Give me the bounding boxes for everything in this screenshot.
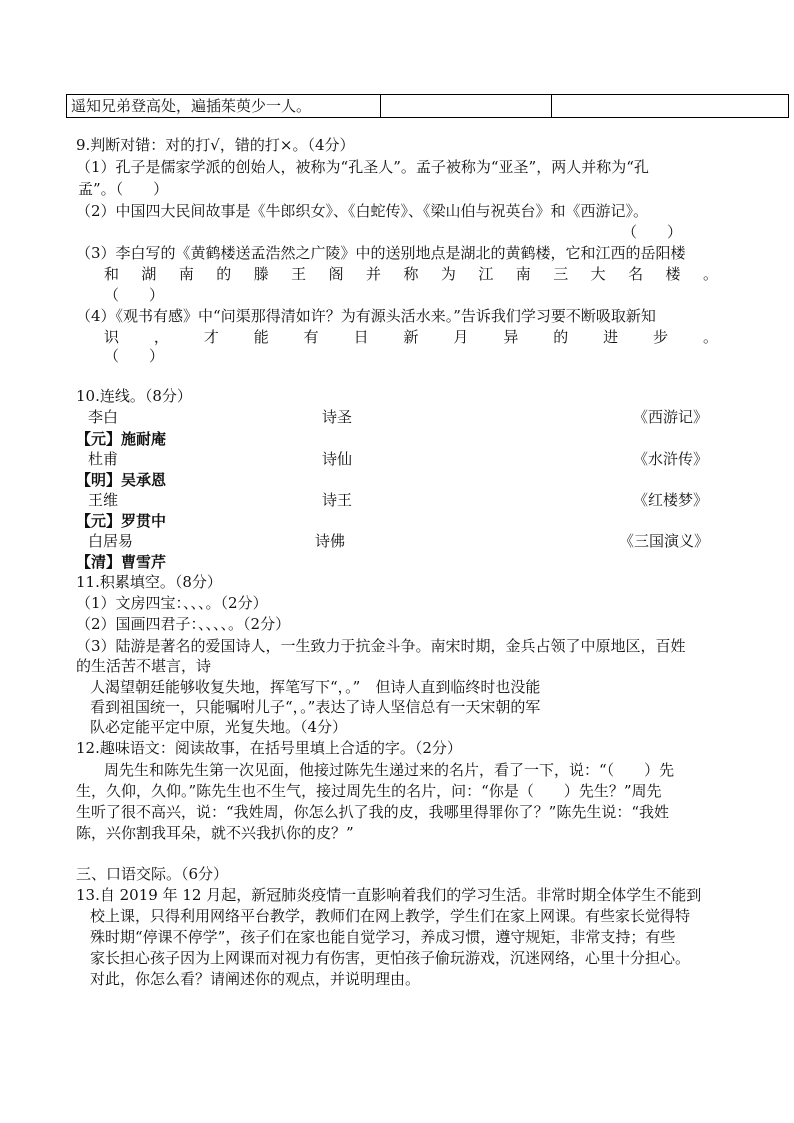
q11-item1: （1）文房四宝：、、、。（2分） [76,594,268,612]
table-cell [381,95,552,118]
q12-title: 12.趣味语文：阅读故事，在括号里填上合适的字。（2分） [76,739,462,757]
q9-item2-line2: （ ） [622,223,683,241]
q9-item2-line1: （2）中国四大民间故事是《牛郎织女》、《白蛇传》、《梁山伯与祝英台》和《西游记》。 [76,202,649,220]
q10-poet: 杜甫 [88,450,119,468]
q10-poet: 王维 [88,491,119,509]
q13-line1: 13.自 2019 年 12 月起，新冠肺炎疫情一直影响着我们的学习生活。非常时期全体学生不能到 [76,886,702,904]
q10-title: 10.连线。（8分） [76,387,192,405]
table-cell [552,95,789,118]
table-row [67,95,789,118]
q11-item3-line1: （3）陆游是著名的爱国诗人，一生致力于抗金斗争。南宋时期，金兵占领了中原地区，百姓 [76,637,686,655]
q10-book: 《三国演义》 [619,532,710,550]
q10-poet-title: 诗仙 [322,450,353,468]
q12-line3: 生听了很不高兴，说：“我姓周，你怎么扒了我的皮，我哪里得罪你了？”陈先生说：“我姓 [76,803,670,821]
q10-author: 【明】吴承恩 [76,471,167,489]
q10-author: 【元】罗贯中 [76,512,167,530]
q11-item3-line5: 队必定能平定中原，光复失地。（4分） [90,718,348,736]
q10-poet-title: 诗圣 [322,408,353,426]
section3-title: 三、口语交际。（6分） [76,865,229,883]
q13-line3: 殊时期“停课不停学”，孩子们在家也能自觉学习，养成习惯，遵守规矩，非常支持；有些 [90,928,676,946]
q9-title: 9.判断对错：对的打√，错的打×。（4分） [76,136,355,154]
q12-line1: 周先生和陈先生第一次见面，他接过陈先生递过来的名片，看了一下，说：“（ ）先 [104,761,675,779]
q13-line4: 家长担心孩子因为上网课而对视力有伤害，更怕孩子偷玩游戏，沉迷网络，心里十分担心。 [90,949,691,967]
q10-author: 【清】曹雪芹 [76,553,167,571]
q10-book: 《红楼梦》 [633,491,709,509]
q9-item3-line1: （3）李白写的《黄鹤楼送孟浩然之广陵》中的送别地点是湖北的黄鹤楼，它和江西的岳阳楼 [76,244,686,262]
q12-line2: 生，久仰，久仰。”陈先生也不生气，接过周先生的名片，问：“你是（ ）先生？”周先 [76,782,662,800]
poem-table [66,94,789,118]
q10-poet-title: 诗佛 [315,532,346,550]
q9-item3-line2: 和 湖 南 的 滕 王 阁 并 称 为 江 南 三 大 名 楼 。 [104,265,718,283]
q13-line5: 对此，你怎么看？请阐述你的观点，并说明理由。 [90,970,421,988]
q11-item2: （2）国画四君子：、、、、。（2分） [76,615,291,633]
q9-item4-line1: （4）《观书有感》中“问渠那得清如许？为有源头活水来。”告诉我们学习要不断吸取新知 [76,307,656,325]
q11-title: 11.积累填空。（8分） [76,573,222,591]
q12-line4: 陈，兴你割我耳朵，就不兴我扒你的皮？” [76,824,354,842]
q9-item1-line2: 孟”。（ ） [78,180,169,198]
q9-item4-line2: 识 ， 才 能 有 日 新 月 异 的 进 步 。 [104,328,718,346]
q9-item3-line3: （ ） [104,286,165,304]
q11-item3-line2: 的生活苦不堪言，诗 [76,657,212,675]
q11-item3-line4: 看到祖国统一，只能嘱咐儿子“，。”表达了诗人坚信总有一天宋朝的军 [90,698,541,716]
q10-poet: 李白 [88,408,119,426]
q10-poet: 白居易 [88,532,134,550]
q13-line2: 校上课，只得利用网络平台教学，教师们在网上教学，学生们在家上网课。有些家长觉得特 [90,907,691,925]
q9-item4-line3: （ ） [104,347,165,365]
q10-poet-title: 诗王 [322,491,353,509]
q9-item1-line1: （1）孔子是儒家学派的创始人，被称为“孔圣人”。孟子被称为“亚圣”，两人并称为“孔 [76,158,649,176]
q10-book: 《西游记》 [633,408,709,426]
q11-item3-line3: 人渴望朝廷能够收复失地，挥笔写下“，。” 但诗人直到临终时也没能 [90,678,541,696]
table-cell: 遥知兄弟登高处，遍插茱萸少一人。 [67,95,381,118]
q10-author: 【元】施耐庵 [76,430,167,448]
q10-book: 《水浒传》 [633,450,709,468]
